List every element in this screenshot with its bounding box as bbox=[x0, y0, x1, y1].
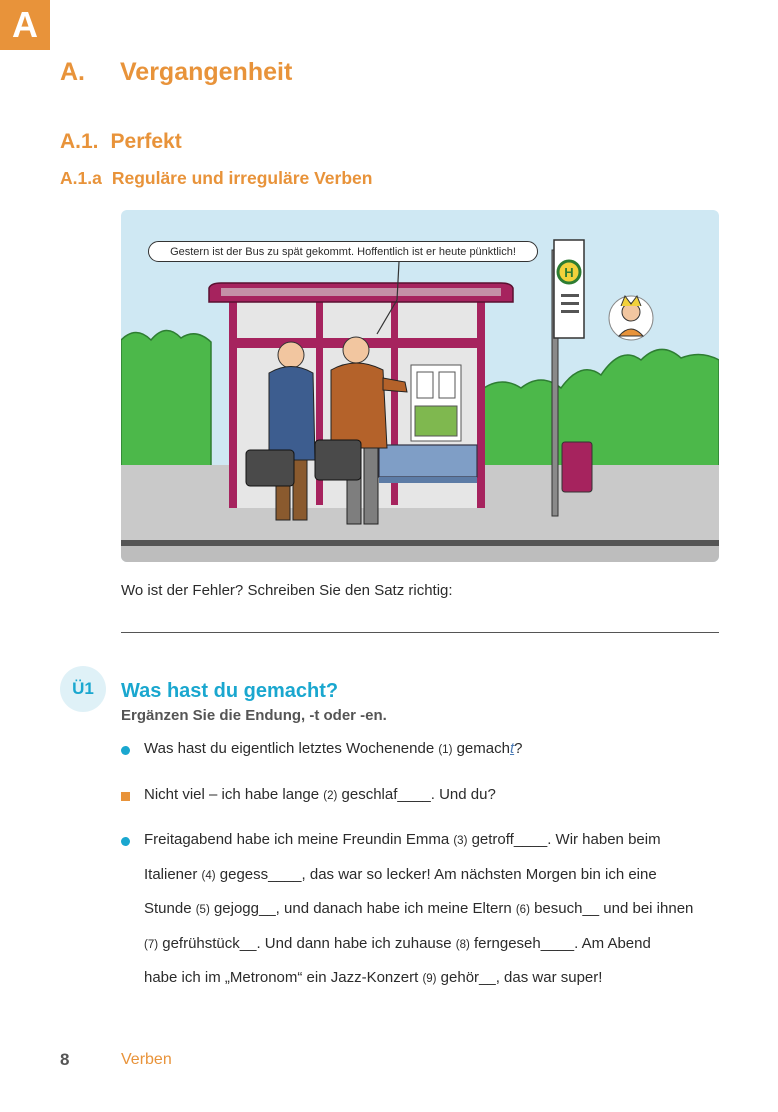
bus-sign-h: H bbox=[564, 265, 574, 280]
exercise-number: Ü1 bbox=[72, 679, 94, 698]
speech-bubble: Gestern ist der Bus zu spät gekommt. Hoffentlich ist er heute pünktlich! bbox=[148, 241, 538, 262]
speaker-a-bullet bbox=[121, 837, 130, 846]
subsection-number: A.1.a bbox=[60, 168, 102, 188]
exercise-line-5: Stunde (5) gejogg__, und danach habe ich meine Eltern (6) besuch__ und bei ihnen bbox=[144, 900, 694, 917]
task-question: Wo ist der Fehler? Schreiben Sie den Satz richtig: bbox=[121, 582, 453, 599]
filled-answer: t bbox=[509, 740, 515, 757]
subsection-heading bbox=[60, 168, 372, 189]
exercise-line-4: Italiener (4) gegess____, das war so lecker! Am nächsten Morgen bin ich eine bbox=[144, 866, 657, 883]
section-letter: A bbox=[12, 4, 38, 45]
section-tab bbox=[0, 0, 50, 50]
exercise-badge bbox=[60, 666, 106, 712]
exercise-line-6: (7) gefrühstück__. Und dann habe ich zuhause (8) ferngeseh____. Am Abend bbox=[144, 935, 651, 952]
chapter-number: A. bbox=[60, 58, 85, 86]
exercise-line-3: Freitagabend habe ich meine Freundin Emma (3) getroff____. Wir haben beim bbox=[144, 831, 661, 848]
section-heading bbox=[60, 130, 182, 154]
page-number: 8 bbox=[60, 1050, 70, 1069]
exercise-line-2: Nicht viel – ich habe lange (2) geschlaf____. Und du? bbox=[144, 786, 496, 803]
exercise-line-1: Was hast du eigentlich letztes Wochenende (1) gemacht? bbox=[144, 740, 523, 757]
answer-line[interactable] bbox=[121, 632, 719, 633]
exercise-title: Was hast du gemacht? bbox=[121, 680, 339, 702]
exercise-line-7: habe ich im „Metronom“ ein Jazz-Konzert (9) gehör__, das war super! bbox=[144, 969, 603, 986]
footer-section: Verben bbox=[121, 1051, 172, 1068]
speaker-b-bullet bbox=[121, 792, 130, 801]
subsection-title: Reguläre und irreguläre Verben bbox=[111, 168, 373, 188]
exercise-instruction: Ergänzen Sie die Endung, -t oder -en. bbox=[121, 707, 387, 724]
speaker-a-bullet bbox=[121, 746, 130, 755]
chapter-title: Vergangenheit bbox=[120, 58, 293, 86]
section-number: A.1. bbox=[60, 130, 99, 153]
section-title: Perfekt bbox=[110, 130, 182, 153]
